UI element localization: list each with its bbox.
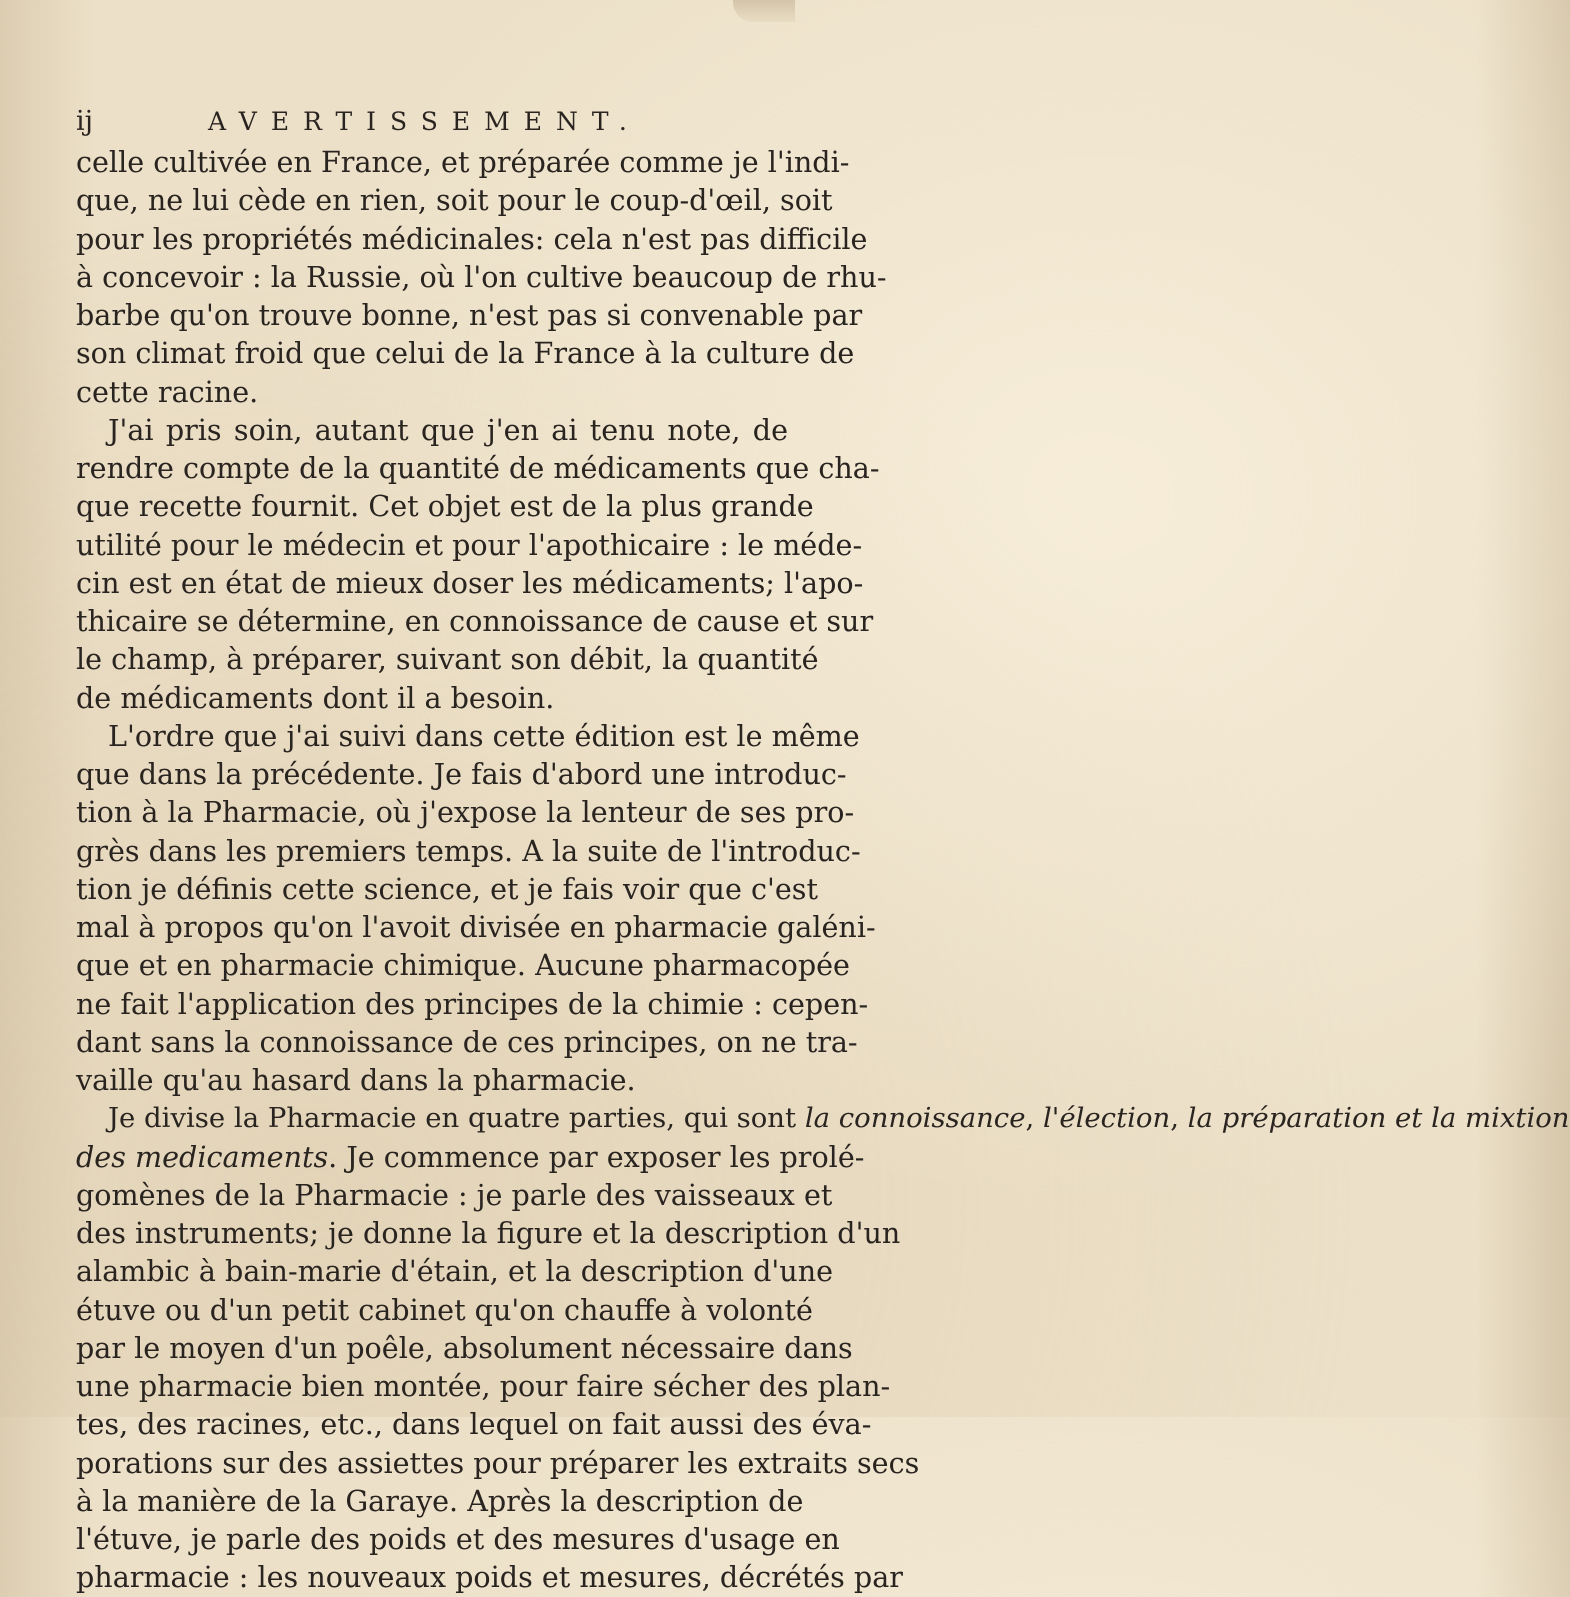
text-line: que dans la précédente. Je fais d'abord une introduc-: [76, 757, 847, 791]
paragraph-start-line: Je divise la Pharmacie en quatre parties, qui sont la connoissance, l'élection, la préparation et la mixtion: [108, 1102, 1570, 1135]
text-line: celle cultivée en France, et préparée comme je l'indi-: [76, 145, 850, 179]
text-line: à concevoir : la Russie, où l'on cultive beaucoup de rhu-: [76, 259, 887, 294]
text-line: utilité pour le médecin et pour l'apothicaire : le méde-: [76, 527, 863, 562]
text-line: rendre compte de la quantité de médicaments que cha-: [76, 451, 880, 485]
text-line: une pharmacie bien montée, pour faire sécher des plan-: [76, 1369, 891, 1403]
paragraph-end-line: de médicaments dont il a besoin.: [76, 680, 555, 715]
text-line: l'étuve, je parle des poids et des mesures d'usage en: [76, 1522, 840, 1556]
text-line: des instruments; je donne la figure et la description d'un: [76, 1216, 901, 1250]
running-head: [76, 102, 756, 142]
text-line: étuve ou d'un petit cabinet qu'on chauffe à volonté: [76, 1292, 813, 1327]
text-line: tes, des racines, etc., dans lequel on fait aussi des éva-: [76, 1407, 872, 1442]
paragraph-start-line: J'ai pris soin, autant que j'en ai tenu note, de: [108, 412, 788, 447]
text-line: mal à propos qu'on l'avoit divisée en pharmacie galéni-: [76, 910, 876, 944]
text-line: tion à la Pharmacie, où j'expose la lenteur de ses pro-: [76, 795, 855, 830]
text-line: pharmacie : les nouveaux poids et mesures, décrétés par: [76, 1560, 903, 1595]
text-line: barbe qu'on trouve bonne, n'est pas si convenable par: [76, 298, 863, 332]
paragraph-end-line: vaille qu'au hasard dans la pharmacie.: [76, 1063, 636, 1097]
text-line: son climat froid que celui de la France à la culture de: [76, 336, 855, 371]
page-edge-stain: [733, 0, 795, 22]
running-title: AVERTISSEMENT.: [208, 107, 641, 136]
text-line: que recette fournit. Cet objet est de la plus grande: [76, 489, 814, 524]
text-line: que et en pharmacie chimique. Aucune pharmacopée: [76, 948, 850, 983]
paragraph-end-line: cette racine.: [76, 374, 259, 409]
text-line: cin est en état de mieux doser les médicaments; l'apo-: [76, 565, 864, 600]
text-line: porations sur des assiettes pour préparer les extraits secs: [76, 1445, 920, 1480]
text-line: tion je définis cette science, et je fais voir que c'est: [76, 871, 818, 906]
text-line: le champ, à préparer, suivant son débit, la quantité: [76, 642, 819, 677]
text-line: pour les propriétés médicinales: cela n'est pas difficile: [76, 221, 868, 256]
text-line: des medicaments. Je commence par exposer les prolé-: [76, 1139, 865, 1174]
text-line: ne fait l'application des principes de la chimie : cepen-: [76, 986, 869, 1021]
text-line: à la manière de la Garaye. Après la description de: [76, 1483, 804, 1518]
paragraph-start-line: L'ordre que j'ai suivi dans cette édition est le même: [108, 718, 860, 753]
text-line: alambic à bain-marie d'étain, et la description d'une: [76, 1254, 834, 1289]
text-line: gomènes de la Pharmacie : je parle des vaisseaux et: [76, 1177, 833, 1212]
text-line: que, ne lui cède en rien, soit pour le coup-d'œil, soit: [76, 183, 833, 218]
page-number: ij: [76, 106, 94, 137]
text-line: par le moyen d'un poêle, absolument nécessaire dans: [76, 1330, 853, 1365]
text-line: thicaire se détermine, en connoissance de cause et sur: [76, 604, 874, 638]
text-line: dant sans la connoissance de ces principes, on ne tra-: [76, 1024, 858, 1059]
body-text: [76, 143, 1570, 1597]
text-line: grès dans les premiers temps. A la suite de l'introduc-: [76, 833, 861, 868]
